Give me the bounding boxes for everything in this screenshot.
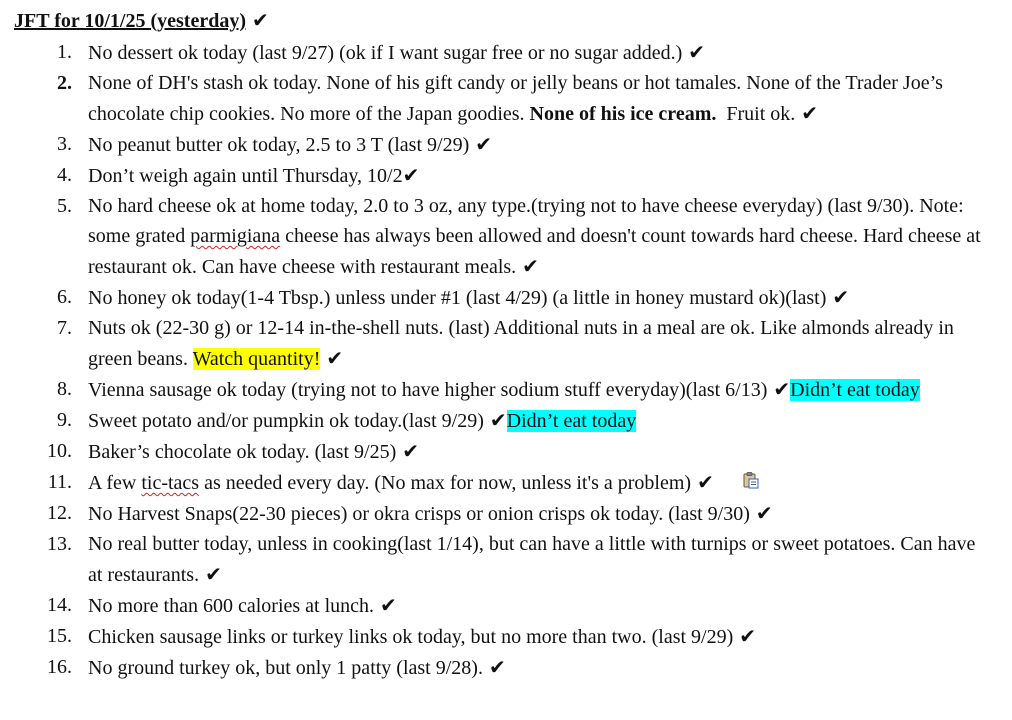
item-number: 6. <box>57 286 72 308</box>
checkmark-icon: ✔ <box>488 655 506 679</box>
item-number: 4. <box>57 164 72 186</box>
misspelled-word: tic-tacs <box>141 472 200 494</box>
list-item <box>14 282 992 313</box>
checkmark-icon: ✔ <box>755 501 773 525</box>
item-number: 7. <box>57 317 72 339</box>
item-number: 8. <box>57 378 72 400</box>
item-text: Baker’s chocolate ok today. (last 9/25) <box>88 441 397 463</box>
highlight-note: Didn’t eat today <box>790 379 920 401</box>
item-text: No hard cheese ok at home today, 2.0 to 3 oz, any type.(trying not to have cheese everyday) (last 9/30). Note: some grated <box>88 195 964 247</box>
item-number: 14. <box>47 594 72 616</box>
item-text: No more than 600 calories at lunch. <box>88 595 375 617</box>
item-text: Chicken sausage links or turkey links ok today, but no more than two. (last 9/29) <box>88 626 734 648</box>
title-text: JFT for 10/1/25 (yesterday) <box>14 10 247 32</box>
rules-list <box>14 37 992 683</box>
list-item <box>14 37 992 68</box>
item-text: No Harvest Snaps(22-30 pieces) or okra crisps or onion crisps ok today. (last 9/30) <box>88 503 750 525</box>
item-text: as needed every day. (No max for now, unless it's a problem) <box>204 472 692 494</box>
highlight-note: Watch quantity! <box>192 348 321 370</box>
checkmark-icon: ✔ <box>697 470 714 494</box>
checkmark-icon: ✔ <box>801 101 819 125</box>
checkmark-icon: ✔ <box>475 132 493 156</box>
item-text: No ground turkey ok, but only 1 patty (last 9/28). <box>88 657 483 679</box>
list-item <box>14 374 992 405</box>
item-text: Sweet potato and/or pumpkin ok today.(last 9/29) <box>88 410 484 432</box>
list-item <box>14 405 992 436</box>
item-number: 5. <box>57 195 72 217</box>
list-item <box>14 498 992 529</box>
item-text-bold: None of his ice cream. <box>529 103 717 125</box>
checkmark-icon: ✔ <box>380 593 397 617</box>
document-title <box>14 6 992 35</box>
item-number: 15. <box>47 625 72 647</box>
item-number: 10. <box>47 440 72 462</box>
item-number: 13. <box>47 533 72 555</box>
list-item <box>14 467 992 498</box>
checkmark-icon: ✔ <box>688 40 706 64</box>
list-item <box>14 529 992 590</box>
checkmark-icon: ✔ <box>832 285 850 309</box>
item-text: Don’t weigh again until Thursday, 10/2 <box>88 165 403 187</box>
item-number: 11. <box>47 471 72 493</box>
checkmark-icon: ✔ <box>326 346 344 370</box>
item-text: No honey ok today(1-4 Tbsp.) unless under #1 (last 4/29) (a little in honey mustard ok)(last) <box>88 287 827 309</box>
list-item <box>14 621 992 652</box>
checkmark-icon: ✔ <box>252 8 269 32</box>
item-text: No peanut butter ok today, 2.5 to 3 T (last 9/29) <box>88 134 470 156</box>
item-text: No dessert ok today (last 9/27) (ok if I want sugar free or no sugar added.) <box>88 42 683 64</box>
list-item <box>14 590 992 621</box>
list-item <box>14 129 992 160</box>
list-item <box>14 313 992 374</box>
misspelled-word: parmigiana <box>190 225 281 247</box>
checkmark-icon: ✔ <box>205 562 222 586</box>
item-number: 12. <box>47 502 72 524</box>
item-text: Fruit ok. <box>726 103 796 125</box>
highlight-note: Didn’t eat today <box>506 410 637 432</box>
item-text: cheese has always been allowed and doesn't count towards hard cheese. Hard cheese at restaurant ok. Can have cheese with restaurant meals. <box>88 225 981 278</box>
list-item <box>14 191 992 282</box>
item-text: Nuts ok (22-30 g) or 12-14 in-the-shell nuts. (last) Additional nuts in a meal are ok. Like almonds already in green beans. <box>88 317 954 370</box>
checkmark-icon: ✔ <box>773 377 791 401</box>
checkmark-icon: ✔ <box>402 163 420 187</box>
checkmark-icon: ✔ <box>402 439 420 463</box>
item-number: 16. <box>47 656 72 678</box>
checkmark-icon: ✔ <box>739 624 757 648</box>
list-item <box>14 436 992 467</box>
list-item <box>14 160 992 191</box>
paste-options-icon[interactable] <box>742 471 760 489</box>
item-number: 9. <box>57 409 72 431</box>
item-text: No real butter today, unless in cooking(last 1/14), but can have a little with turnips or sweet potatoes. Can have at restaurants. <box>88 533 976 586</box>
item-text: None of DH's stash ok today. None of his gift candy or jelly beans or hot tamales. None of the Trader Joe’s chocolate chip cookies. No more of the Japan goodies. <box>88 72 943 125</box>
item-text: A few <box>88 472 137 494</box>
list-item <box>14 68 992 129</box>
item-number: 2. <box>57 72 72 94</box>
list-item <box>14 652 992 683</box>
checkmark-icon: ✔ <box>489 408 507 432</box>
item-text: Vienna sausage ok today (trying not to have higher sodium stuff everyday)(last 6/13) <box>88 379 768 401</box>
checkmark-icon: ✔ <box>522 254 539 278</box>
item-number: 1. <box>57 41 72 63</box>
item-number: 3. <box>57 133 72 155</box>
